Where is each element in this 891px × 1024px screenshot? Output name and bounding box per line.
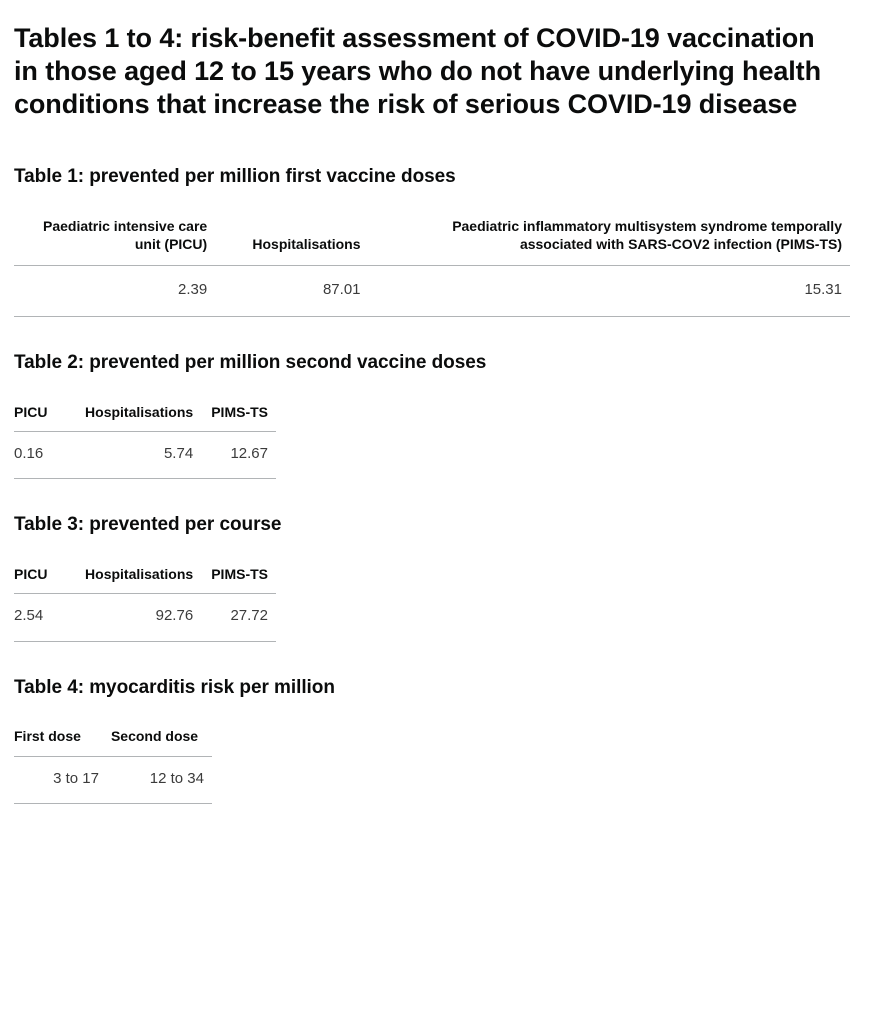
table-3-caption: Table 3: prevented per course — [14, 514, 282, 536]
table-2 — [14, 397, 276, 479]
table-4-caption: Table 4: myocarditis risk per million — [14, 676, 335, 698]
column-header-hospitalisations: Hospitalisations — [215, 211, 368, 266]
cell-picu-value: 0.16 — [14, 432, 65, 479]
cell-second-dose-value: 12 to 34 — [107, 756, 212, 803]
column-header-picu: Paediatric intensive care unit (PICU) — [14, 211, 215, 266]
column-header-pims-ts: PIMS-TS — [201, 559, 276, 594]
cell-pims-ts-value: 15.31 — [369, 265, 850, 316]
column-header-pims-ts: Paediatric inflammatory multisystem syndrome temporally associated with SARS-COV2 infection (PIMS-TS) — [369, 211, 850, 266]
table-header-row — [14, 211, 850, 266]
column-header-second-dose: Second dose — [107, 721, 212, 756]
cell-hospitalisations-value: 5.74 — [65, 432, 201, 479]
table-row — [14, 265, 850, 316]
table-row — [14, 594, 276, 641]
table-section-4 — [14, 676, 851, 804]
table-1-caption: Table 1: prevented per million first vaccine doses — [14, 165, 456, 187]
table-row — [14, 756, 212, 803]
table-1 — [14, 211, 850, 318]
column-header-hospitalisations: Hospitalisations — [65, 559, 201, 594]
column-header-pims-ts: PIMS-TS — [201, 397, 276, 432]
table-section-1 — [14, 165, 851, 317]
table-section-3 — [14, 513, 851, 641]
column-header-first-dose: First dose — [14, 721, 107, 756]
cell-pims-ts-value: 27.72 — [201, 594, 276, 641]
cell-picu-value: 2.39 — [14, 265, 215, 316]
column-header-picu: PICU — [14, 397, 65, 432]
table-3 — [14, 559, 276, 641]
table-4 — [14, 721, 212, 803]
cell-pims-ts-value: 12.67 — [201, 432, 276, 479]
table-header-row — [14, 721, 212, 756]
table-row — [14, 432, 276, 479]
page-title: Tables 1 to 4: risk-benefit assessment of COVID-19 vaccination in those aged 12 to 15 years who do not have underlying health conditions that increase the risk of serious COVID-19 disease — [14, 23, 821, 119]
table-section-2 — [14, 351, 851, 479]
column-header-picu: PICU — [14, 559, 65, 594]
cell-hospitalisations-value: 87.01 — [215, 265, 368, 316]
table-header-row — [14, 559, 276, 594]
table-2-caption: Table 2: prevented per million second vaccine doses — [14, 352, 487, 374]
cell-first-dose-value: 3 to 17 — [14, 756, 107, 803]
cell-hospitalisations-value: 92.76 — [65, 594, 201, 641]
table-header-row — [14, 397, 276, 432]
column-header-hospitalisations: Hospitalisations — [65, 397, 201, 432]
cell-picu-value: 2.54 — [14, 594, 65, 641]
